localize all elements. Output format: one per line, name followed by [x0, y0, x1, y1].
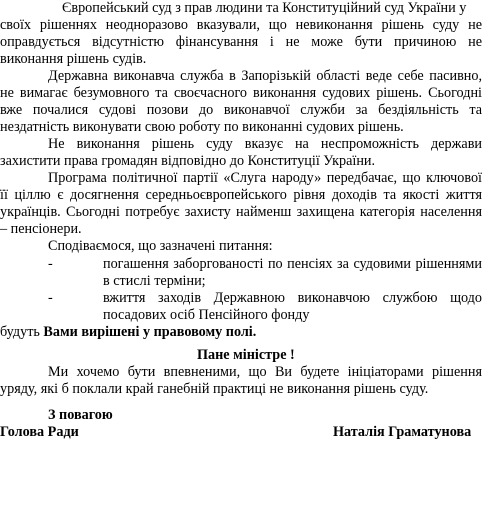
p7-line-2: уряду, які б поклали край ганебній практиці не виконання рішень суду.	[0, 381, 429, 397]
p1-line-3: оправдується відсутністю фінансування і не може бути причиною не	[0, 34, 482, 50]
bullet-1-dash: -	[48, 256, 53, 272]
p7-line-1: Ми хочемо бути впевненими, що Ви будете ініціаторами рішення	[48, 364, 482, 380]
p4-line-2: її ціллю є досягнення середньоєвропейського рівня доходів та якості життя	[0, 187, 482, 203]
p4-line-1: Програма політичної партії «Слуга народу» передбачає, що ключової	[48, 170, 482, 186]
p6-line	[0, 324, 256, 341]
bullet-1-line-1: погашення заборгованості по пенсіях за судовими рішеннями	[103, 256, 482, 272]
p5-intro: Сподіваємося, що зазначені питання:	[48, 238, 273, 254]
bullet-2-dash: -	[48, 290, 53, 306]
p2-line-1: Державна виконавча служба в Запорізькій області веде себе пасивно,	[48, 68, 482, 84]
p1-line-4: виконання рішень судів.	[0, 51, 147, 67]
signer-name: Наталія Граматунова	[333, 424, 472, 440]
p1-line-2: своїх рішеннях неодноразово вказували, що невиконання рішень суду не	[0, 17, 482, 33]
p2-line-4: нездатність виконувати свою роботу по виконанні судових рішень.	[0, 119, 404, 135]
p4-line-4: – пенсіонери.	[0, 221, 82, 237]
p3-line-1: Не виконання рішень суду вказує на неспроможність держави	[48, 136, 482, 152]
p4-line-3: українців. Сьогодні потребує захисту найменш захищена категорія населення	[0, 204, 482, 220]
signer-title: Голова Ради	[0, 424, 79, 440]
p1-line-1: Європейський суд з прав людини та Конституційний суд України у	[62, 0, 467, 16]
p6-bold-text: Вами вирішені у правовому полі.	[43, 324, 257, 340]
salutation: Пане міністре !	[197, 347, 295, 363]
closing: З повагою	[48, 407, 113, 423]
bullet-2-line-2: посадових осіб Пенсійного фонду	[103, 307, 310, 323]
bullet-2-line-1: вжиття заходів Державною виконавчою службою щодо	[103, 290, 482, 306]
p2-line-3: вже почалися судові позови до виконавчої служби за бездіяльність та	[0, 102, 482, 118]
p6-normal-text: будуть	[0, 324, 44, 340]
bullet-1-line-2: в стислі терміни;	[103, 273, 206, 289]
p2-line-2: не вимагає безумовного та своєчасного виконання судових рішень. Сьогодні	[0, 85, 482, 101]
p3-line-2: захистити права громадян відповідно до Конституції України.	[0, 153, 376, 169]
